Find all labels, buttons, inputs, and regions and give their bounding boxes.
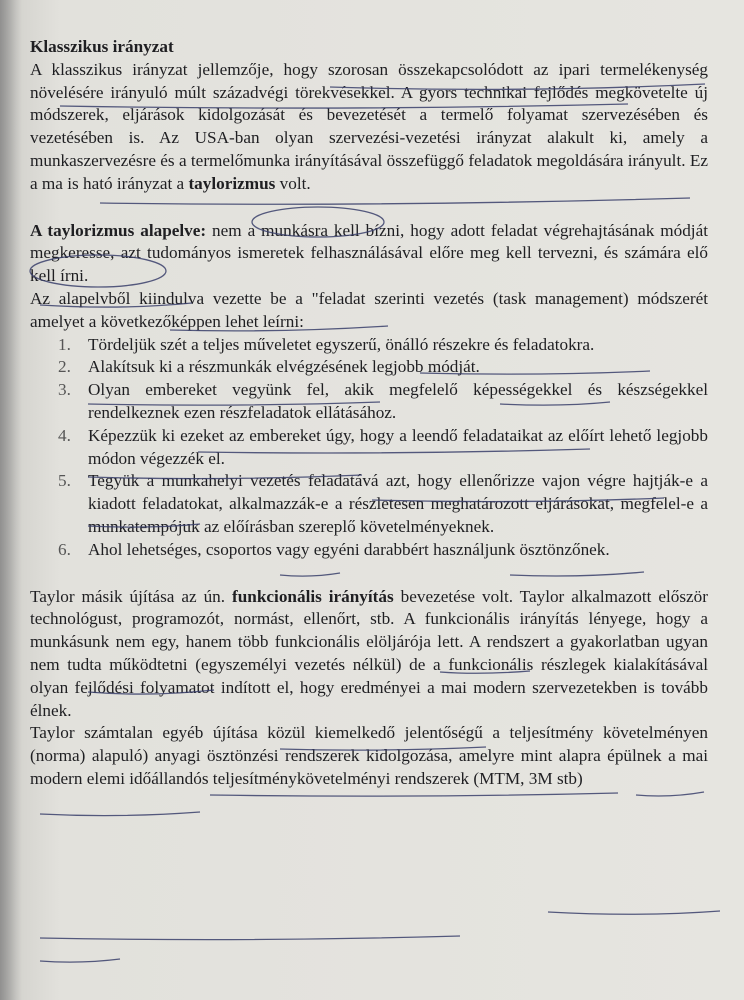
- underline-mark: [40, 812, 200, 816]
- paragraph-principle: A taylorizmus alapelve: nem a munkásra kell bízni, hogy adott feladat végrehajtásának módját megkeresse, azt tudományos ismeretek felhasználásával előre meg kell tervezni, és számára elő kell írni.: [30, 220, 708, 286]
- paragraph-intro: A klasszikus irányzat jellemzője, hogy szorosan összekapcsolódott az ipari termelékenység növelésére irányuló múlt századvégi törekvésekkel. A gyors technikai fejlődés megkövetelte új módszerek, eljárások kidolgozását és bevezetését a termelő folyamat szervezésében és vezetésében is. Az USA-ban olyan szervezési-vezetési irányzat alakult ki, amely a munkaszervezésre és a termelőmunka irányításával összefüggő feladatok megoldására irányult. Ez a ma is ható irányzat a taylorizmus volt.: [30, 59, 708, 193]
- document-body: [30, 36, 708, 791]
- underline-mark: [548, 911, 720, 914]
- binding-shadow: [0, 0, 22, 1000]
- underline-mark: [40, 936, 460, 940]
- list-item: 2. Alakítsuk ki a részmunkák elvégzésének legjobb módját.: [58, 357, 480, 377]
- term-functional: funkcionális irányítás: [232, 586, 394, 606]
- underline-mark: [40, 959, 120, 962]
- principle-lead: A taylorizmus alapelve:: [30, 220, 207, 240]
- paragraph-functional: Taylor másik újítása az ún. funkcionális irányítás bevezetése volt. Taylor alkalmazott először technológust, programozót, normást, ellenőrt, stb. A funkcionális irányítás lényege, hogy a munkásunk nem egy, hanem több funkcionális elöljárója lett. A rendszert a gyakorlatban ugyan nem tudta működtetni (egyszemélyi vezetés nélkül) de a funkcionális részlegek kialakításával olyan fejlődési folyamatot indított el, hogy eredményei a mai modern szervezetekben is tovább élnek.: [30, 586, 708, 720]
- list-item: 4. Képezzük ki ezeket az embereket úgy, hogy a leendő feladataikat az előírt lehető legjobb módon végezzék el.: [58, 425, 708, 468]
- list-item: 6. Ahol lehetséges, csoportos vagy egyéni darabbért használjunk ösztönzőnek.: [58, 539, 610, 559]
- underline-mark: [210, 793, 618, 796]
- steps-list: [30, 334, 708, 562]
- paragraph-incentive: Taylor számtalan egyéb újítása közül kiemelkedő jelentőségű a teljesítmény követelményen (norma) alapuló) anyagi ösztönzési rendszerek kidolgozása, amelyre mint alapra épülnek a mai modern elemi időállandós teljesítménykövetelményi rendszerek (MTM, 3M stb): [30, 723, 708, 788]
- term-taylorizmus: taylorizmus: [188, 173, 276, 193]
- underline-mark: [636, 792, 704, 796]
- list-item: 5. Tegyük a munkahelyi vezetés feladatává azt, hogy ellenőrizze vajon végre hajtják-e a kiadott feladatokat, alkalmazzák-e a részletesen meghatározott eljárásokat, megfelel-e a munkatempójuk az előírásban szereplő követelményeknek.: [58, 471, 708, 536]
- list-item: 1. Tördeljük szét a teljes műveletet egyszerű, önálló részekre és feladatokra.: [58, 334, 595, 354]
- section-title: Klasszikus irányzat: [30, 37, 174, 56]
- list-item: 3. Olyan embereket vegyünk fel, akik megfelelő képességekkel és készségekkel rendelkeznek ezen részfeladatok ellátásához.: [58, 380, 708, 422]
- paragraph-task-management: Az alapelvből kiindulva vezette be a "feladat szerinti vezetés (task management) módszerét amelyet a következőképpen lehet leírni:: [30, 288, 708, 331]
